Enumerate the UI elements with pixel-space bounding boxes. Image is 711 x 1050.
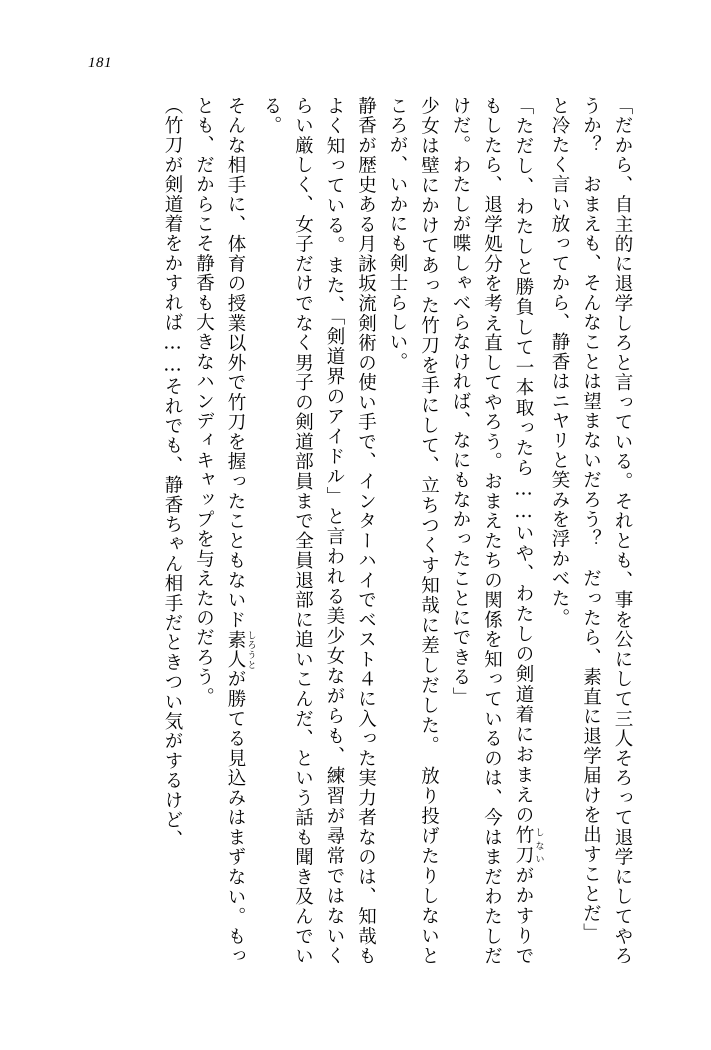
body-text-vertical (72, 96, 638, 966)
ruby-annotation: 素人 しろうと (225, 629, 256, 670)
paragraph: 静香が歴史ある月詠坂流剣術の使い手で、インターハイでベスト４に入った実力者なのは、知哉もよく知っている。また、「剣道界のアイドル」と言われる美少女ながらも、練習が尋常ではないくらい厳しく、女子だけでなく男子の剣道部員まで全員退部に追いこんだ、という話も聞き及んでいる。 (261, 96, 377, 966)
paragraph: と冷たく言い放ってから、静香はニヤリと笑みを浮かべた。 (549, 96, 570, 628)
paragraph: 「だから、自主的に退学しろと言っている。それとも、事を公にして三人そろって退学にしてやろうか？ おまえも、そんなことは望まないだろう？ だったら、素直に退学届けを出すことだ」 (580, 96, 633, 966)
ruby-annotation: 竹刀 しない (513, 825, 544, 866)
paragraph: （竹刀が剣道着をかすれば……それでも、静香ちゃん相手だときつい気がするけど、 (162, 96, 183, 850)
paragraph: 少女は壁にかけてあった竹刀を手にして、立ちつくす知哉に差しだした。 放り投げたりしないところが、いかにも剣士らしい。 (387, 96, 440, 966)
paragraph: 「ただし、わたしと勝負して一本取ったら……いや、わたしの剣道着におまえの竹刀 しないがかすりでもしたら、退学処分を考え直してやろう。おまえたちの関係を知っているのは、今はまだわたしだけだ。わたしが喋しゃべらなければ、なにもなかったことにできる」 (450, 96, 544, 967)
paragraph: そんな相手に、体育の授業以外で竹刀を握ったこともないド素人 しろうとが勝てる見込みはまずない。もっとも、だからこそ静香も大きなハンディキャップを与えたのだろう。 (193, 96, 256, 967)
page-number: 181 (88, 55, 112, 71)
